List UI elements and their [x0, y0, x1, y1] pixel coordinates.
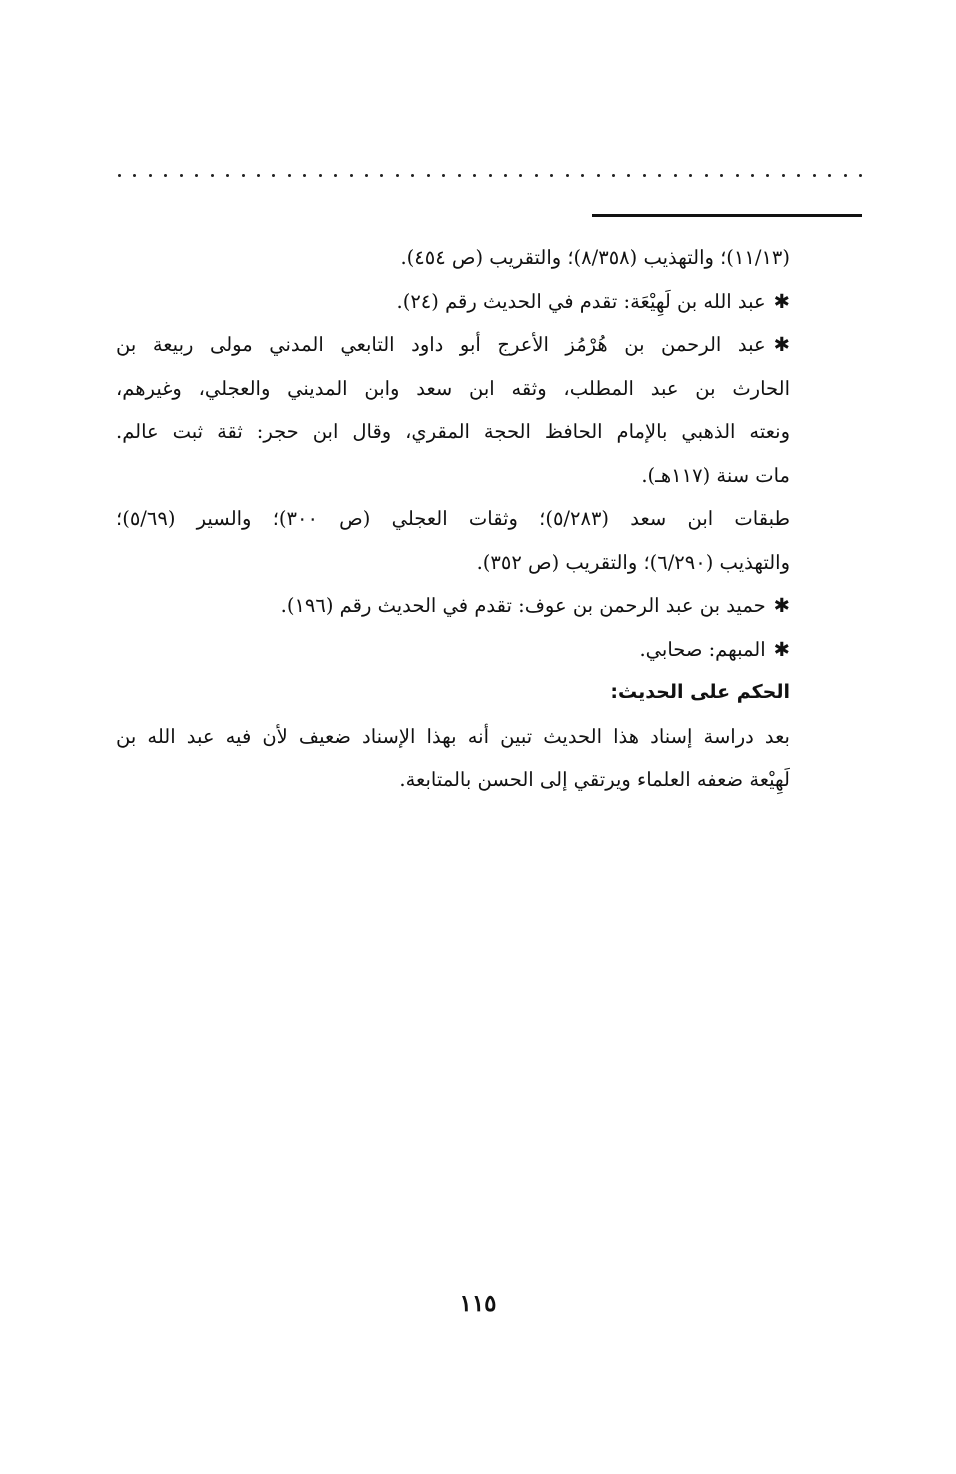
separator-dot — [720, 174, 723, 177]
separator-dot — [226, 174, 229, 177]
separator-dot — [272, 174, 275, 177]
separator-dot — [489, 174, 492, 177]
separator-dot — [643, 174, 646, 177]
separator-dot — [813, 174, 816, 177]
separator-dot — [442, 174, 445, 177]
entry-mubham — [116, 628, 790, 672]
separator-dot — [334, 174, 337, 177]
separator-dot — [844, 174, 847, 177]
separator-dot — [782, 174, 785, 177]
page-number: ١١٥ — [459, 1290, 497, 1317]
separator-dot — [581, 174, 584, 177]
separator-dot — [118, 174, 121, 177]
separator-dot — [658, 174, 661, 177]
separator-dot — [164, 174, 167, 177]
separator-dot — [149, 174, 152, 177]
separator-dot — [380, 174, 383, 177]
separator-dot — [797, 174, 800, 177]
entry-humaid — [116, 584, 790, 628]
refs-abdulrahman-line-2: والتهذيب (٦/٢٩٠)؛ والتقريب (ص ٣٥٢). — [476, 550, 790, 574]
separator-dot — [242, 174, 245, 177]
separator-dot — [303, 174, 306, 177]
separator-dot — [550, 174, 553, 177]
separator-dot — [396, 174, 399, 177]
separator-dot — [612, 174, 615, 177]
refs-abdulrahman-line-1: طبقات ابن سعد (٥/٢٨٣)؛ وثقات العجلي (ص ٣٠٠)؛ والسير (٥/٦٩)؛ — [116, 507, 790, 530]
entry-mubham-text: المبهم: صحابي. — [639, 637, 766, 661]
separator-dot — [689, 174, 692, 177]
entry-abdulrahman-text: عبد الرحمن بن هُرْمُز الأعرج أبو داود التابعي المدني مولى ربيعة بن — [116, 333, 766, 356]
separator-dot — [427, 174, 430, 177]
separator-dot — [365, 174, 368, 177]
dotted-separator — [118, 168, 862, 182]
entry-abdullah-ibn-lahia — [116, 280, 790, 324]
bullet-star-icon: ✱ — [773, 637, 790, 661]
separator-dot — [133, 174, 136, 177]
entry-humaid-text: حميد بن عبد الرحمن بن عوف: تقدم في الحديث رقم (١٩٦). — [280, 594, 766, 617]
separator-dot — [257, 174, 260, 177]
separator-dot — [627, 174, 630, 177]
separator-dot — [751, 174, 754, 177]
separator-dot — [674, 174, 677, 177]
entry-abdulrahman-line-4: مات سنة (١١٧هـ). — [641, 463, 790, 487]
bullet-star-icon: ✱ — [773, 289, 790, 313]
separator-dot — [705, 174, 708, 177]
separator-dot — [766, 174, 769, 177]
separator-dot — [319, 174, 322, 177]
separator-dot — [828, 174, 831, 177]
ruling-line-1: بعد دراسة إسناد هذا الحديث تبين أنه بهذا الإسناد ضعيف لأن فيه عبد الله بن — [116, 724, 790, 748]
separator-dot — [519, 174, 522, 177]
separator-dot — [458, 174, 461, 177]
bullet-star-icon: ✱ — [773, 333, 790, 356]
page-content — [116, 236, 790, 802]
separator-dot — [859, 174, 862, 177]
separator-dot — [350, 174, 353, 177]
ruling-heading: الحكم على الحديث: — [610, 681, 790, 703]
separator-dot — [566, 174, 569, 177]
separator-dot — [411, 174, 414, 177]
separator-dot — [288, 174, 291, 177]
separator-dot — [736, 174, 739, 177]
separator-dot — [504, 174, 507, 177]
separator-dot — [195, 174, 198, 177]
separator-dot — [180, 174, 183, 177]
footnote-rule — [592, 214, 862, 217]
ruling-line-2: لَهِيْعة ضعفه العلماء ويرتقي إلى الحسن بالمتابعة. — [399, 768, 790, 791]
separator-dot — [211, 174, 214, 177]
bullet-star-icon: ✱ — [773, 594, 790, 617]
reference-continuation: (١١/١٣)؛ والتهذيب (٨/٣٥٨)؛ والتقريب (ص ٤٥٤). — [400, 246, 790, 269]
separator-dot — [473, 174, 476, 177]
entry-abdulrahman-line-3: ونعته الذهبي بالإمام الحافظ الحجة المقري، وقال ابن حجر: ثقة ثبت عالم. — [116, 420, 790, 443]
separator-dot — [535, 174, 538, 177]
entry-abdulrahman-line-2: الحارث بن عبد المطلب، وثقه ابن سعد وابن المديني والعجلي، وغيرهم، — [116, 376, 790, 400]
separator-dot — [597, 174, 600, 177]
entry-abdulrahman-line-1 — [116, 323, 790, 367]
entry-abdullah-text: عبد الله بن لَهِيْعَة: تقدم في الحديث رقم (٢٤). — [396, 289, 766, 313]
